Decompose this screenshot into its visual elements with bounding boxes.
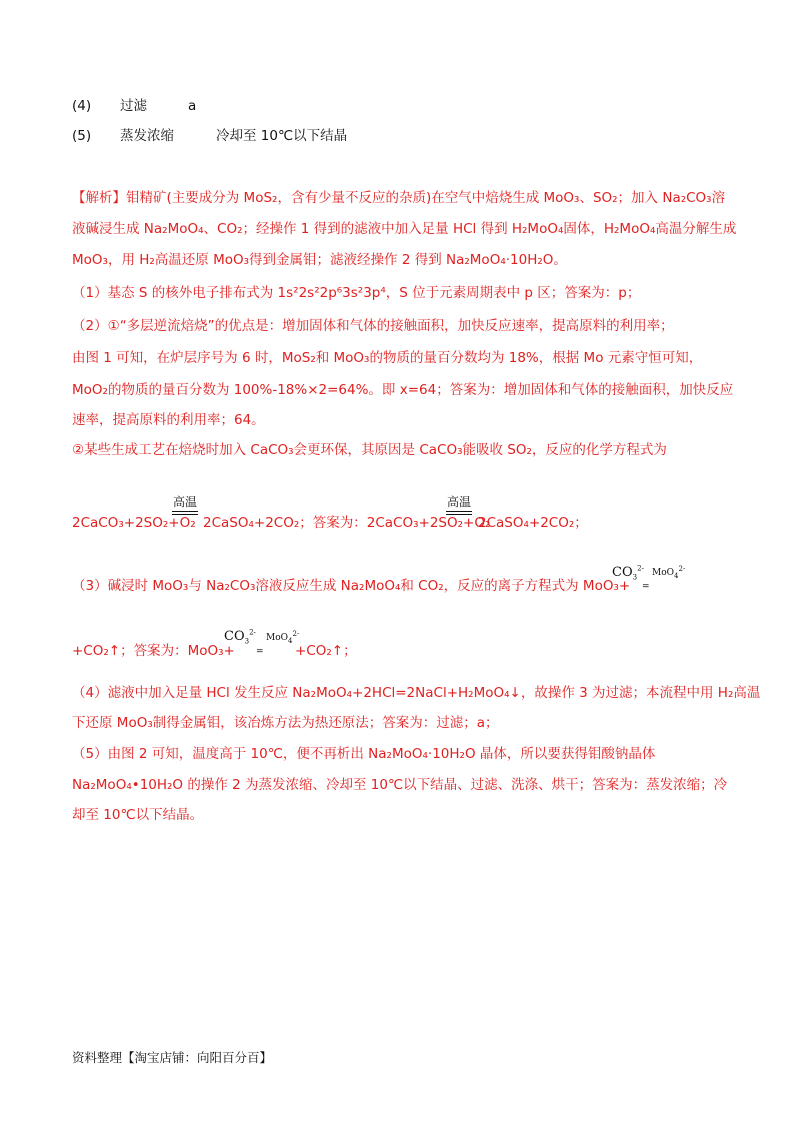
- ion-equals-2: =: [256, 647, 264, 657]
- equation-products-2: 2CaSO₄+2CO₂；: [478, 515, 588, 531]
- ion-carbonate-1: $CO_3^{2-}$: [612, 564, 644, 582]
- reaction-condition-label-1: 高温: [173, 495, 198, 509]
- ion-molybdate-1: MoO$_4^{2-}$: [652, 565, 686, 580]
- analysis-part-2-line-3: MoO₂的物质的量百分数为 100%-18%×2=64%。即 x=64；答案为：增加固体和气体的接触面积，加快反应: [72, 382, 734, 398]
- analysis-part-2-line-5: ②某些生成工艺在焙烧时加入 CaCO₃会更环保，其原因是 CaCO₃能吸收 SO₂，反应的化学方程式为: [72, 442, 667, 458]
- analysis-heading: 【解析】: [72, 190, 126, 206]
- answer-5-part-b: 冷却至 10℃以下结晶: [216, 128, 348, 144]
- analysis-intro-line-3: MoO₃，用 H₂高温还原 MoO₃得到金属钼；滤液经操作 2 得到 Na₂MoO₄·10H₂O。: [72, 252, 567, 268]
- analysis-part-1: （1）基态 S 的核外电子排布式为 1s²2s²2p⁶3s²3p⁴，S 位于元素周期表中 p 区；答案为：p；: [72, 285, 641, 301]
- reaction-condition-label-2: 高温: [447, 495, 472, 509]
- answer-number-5: (5): [72, 128, 92, 144]
- equation-products-and-answer: 2CaSO₄+2CO₂；答案为：2CaCO₃+2SO₂+O₂: [203, 515, 491, 531]
- ion-equals-1: =: [642, 582, 650, 592]
- answer-number-4: (4): [72, 98, 92, 114]
- analysis-intro-line-1: [72, 192, 725, 206]
- analysis-part-3-line-1: （3）碱浸时 MoO₃与 Na₂CO₃溶液反应生成 Na₂MoO₄和 CO₂，反应的离子方程式为 MoO₃+: [72, 578, 631, 594]
- reaction-arrow-bar-1a: [172, 511, 198, 512]
- analysis-part-4-line-1: （4）滤液中加入足量 HCl 发生反应 Na₂MoO₄+2HCl=2NaCl+H₂MoO₄↓，故操作 3 为过滤；本流程中用 H₂高温: [72, 685, 761, 701]
- reaction-arrow-bar-2a: [446, 511, 472, 512]
- analysis-part-5-line-1: （5）由图 2 可知，温度高于 10℃，便不再析出 Na₂MoO₄·10H₂O 晶体，所以要获得钼酸钠晶体: [72, 746, 656, 762]
- analysis-part-4-line-2: 下还原 MoO₃制得金属钼，该冶炼方法为热还原法；答案为：过滤；a；: [72, 715, 499, 731]
- analysis-intro-text-1: 钼精矿(主要成分为 MoS₂，含有少量不反应的杂质)在空气中焙烧生成 MoO₃、SO₂；加入 Na₂CO₃溶: [126, 190, 726, 206]
- page-footer: 资料整理【淘宝店铺：向阳百分百】: [72, 1050, 273, 1065]
- analysis-part-3-line-2a: +CO₂↑；答案为：MoO₃+: [72, 643, 235, 659]
- ion-molybdate-2: MoO$_4^{2-}$: [266, 630, 300, 645]
- answer-4-part-b: a: [188, 98, 197, 114]
- analysis-part-5-line-2: Na₂MoO₄•10H₂O 的操作 2 为蒸发浓缩、冷却至 10℃以下结晶、过滤、洗涤、烘干；答案为：蒸发浓缩；冷: [72, 777, 728, 793]
- analysis-part-5-line-3: 却至 10℃以下结晶。: [72, 807, 204, 823]
- analysis-part-2-line-4: 速率，提高原料的利用率；64。: [72, 412, 265, 428]
- analysis-part-2-line-2: 由图 1 可知，在炉层序号为 6 时，MoS₂和 MoO₃的物质的量百分数均为 18%，根据 Mo 元素守恒可知，: [72, 350, 703, 366]
- answer-4-part-a: 过滤: [120, 98, 147, 114]
- answer-5-part-a: 蒸发浓缩: [120, 128, 174, 144]
- analysis-part-2-line-1: （2）①“多层逆流焙烧”的优点是：增加固体和气体的接触面积，加快反应速率，提高原料的利用率；: [72, 318, 674, 334]
- analysis-intro-line-2: 液碱浸生成 Na₂MoO₄、CO₂；经操作 1 得到的滤液中加入足量 HCl 得到 H₂MoO₄固体，H₂MoO₄高温分解生成: [72, 221, 737, 237]
- ion-carbonate-2: $CO_3^{2-}$: [224, 628, 256, 646]
- equation-reactants-1: 2CaCO₃+2SO₂+O₂: [72, 515, 196, 531]
- analysis-part-3-line-2b: +CO₂↑；: [295, 643, 357, 659]
